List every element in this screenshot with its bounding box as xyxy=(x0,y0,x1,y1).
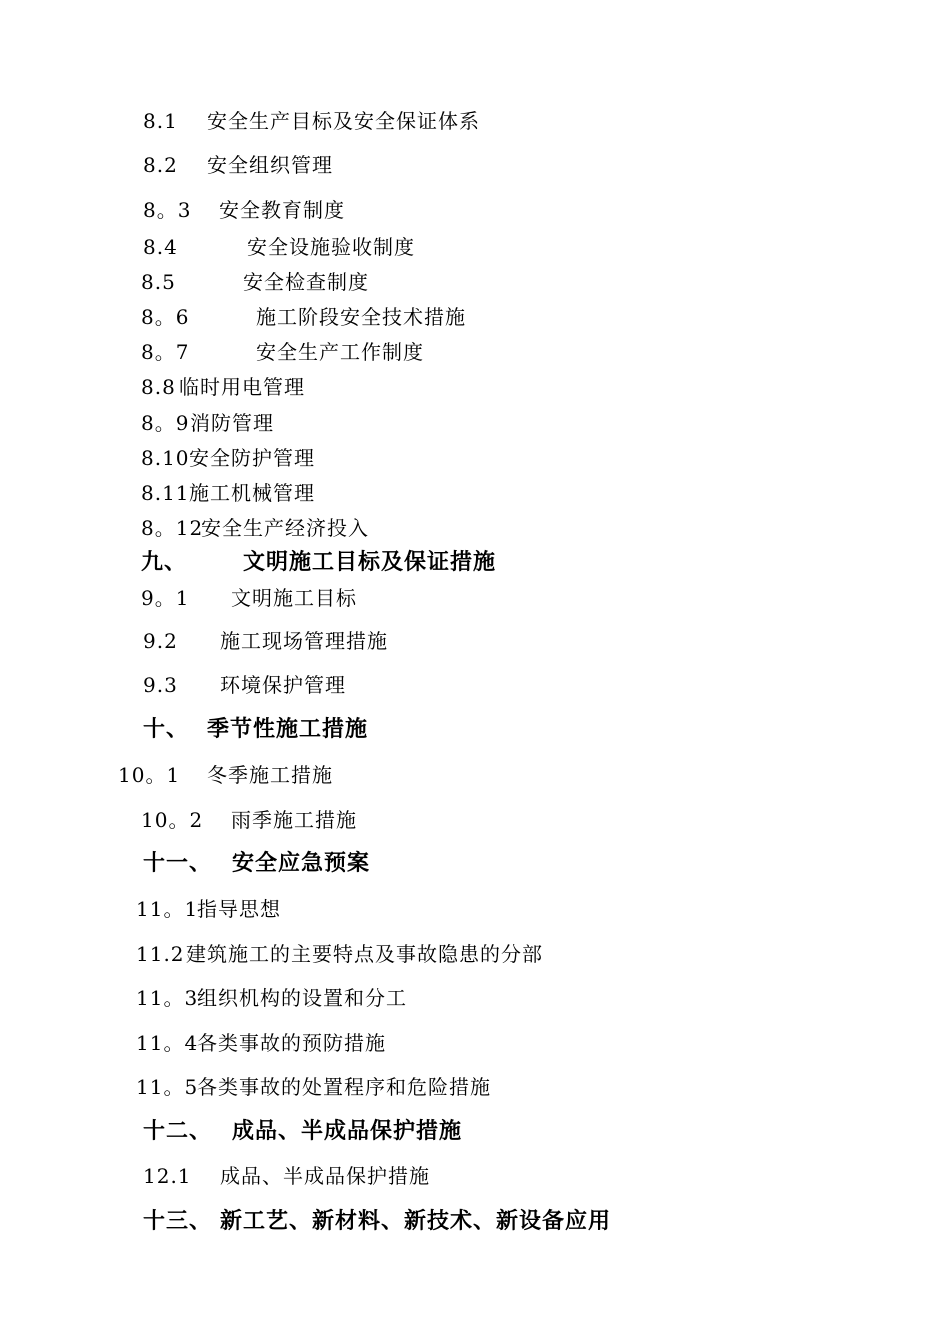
toc-heading-9 xyxy=(141,549,496,575)
toc-title: 临时用电管理 xyxy=(179,375,305,399)
toc-title: 冬季施工措施 xyxy=(207,763,333,787)
toc-number: 11。1 xyxy=(136,897,199,921)
toc-entry-11-4 xyxy=(136,1031,386,1055)
toc-entry-8-5 xyxy=(141,270,369,294)
toc-title: 安全生产目标及安全保证体系 xyxy=(207,109,480,133)
toc-entry-8-10 xyxy=(141,446,315,470)
toc-title: 文明施工目标 xyxy=(231,586,357,610)
toc-number: 10。1 xyxy=(118,763,181,787)
toc-entry-11-5 xyxy=(136,1075,491,1099)
toc-title: 安全检查制度 xyxy=(243,270,369,294)
toc-title: 安全防护管理 xyxy=(189,446,315,470)
toc-number: 8.4 xyxy=(143,235,178,259)
toc-entry-10-2 xyxy=(141,808,357,832)
toc-title: 建筑施工的主要特点及事故隐患的分部 xyxy=(186,942,543,966)
toc-entry-8-4 xyxy=(143,235,415,259)
toc-title: 雨季施工措施 xyxy=(231,808,357,832)
toc-number: 8。3 xyxy=(143,198,192,222)
toc-entry-11-3 xyxy=(136,986,407,1010)
toc-title: 组织机构的设置和分工 xyxy=(197,986,407,1010)
toc-title: 季节性施工措施 xyxy=(207,716,369,742)
toc-title: 成品、半成品保护措施 xyxy=(232,1118,463,1144)
toc-entry-9-1 xyxy=(141,586,357,610)
toc-title: 安全应急预案 xyxy=(232,850,371,876)
toc-number: 8。7 xyxy=(141,340,190,364)
toc-number: 8.1 xyxy=(143,109,178,133)
toc-entry-8-2 xyxy=(143,153,333,177)
toc-heading-11 xyxy=(143,850,370,876)
toc-number: 8.10 xyxy=(141,446,190,470)
toc-entry-11-1 xyxy=(136,897,281,921)
toc-title: 施工现场管理措施 xyxy=(220,629,388,653)
toc-title: 消防管理 xyxy=(190,411,274,435)
toc-number: 11。5 xyxy=(136,1075,199,1099)
toc-heading-10 xyxy=(143,716,368,742)
toc-entry-8-6 xyxy=(141,305,466,329)
toc-number: 10。2 xyxy=(141,808,204,832)
toc-number: 十、 xyxy=(143,716,190,742)
toc-entry-8-3 xyxy=(143,198,345,222)
toc-title: 安全教育制度 xyxy=(219,198,345,222)
toc-entry-8-1 xyxy=(143,109,480,133)
toc-number: 8.8 xyxy=(141,375,176,399)
toc-number: 8.2 xyxy=(143,153,178,177)
toc-number: 8。12 xyxy=(141,516,204,540)
toc-entry-12-1 xyxy=(143,1164,430,1188)
toc-number: 12.1 xyxy=(143,1164,192,1188)
toc-title: 施工阶段安全技术措施 xyxy=(256,305,466,329)
toc-number: 十一、 xyxy=(143,850,213,876)
toc-entry-8-11 xyxy=(141,481,315,505)
toc-title: 环境保护管理 xyxy=(220,673,346,697)
toc-heading-12 xyxy=(143,1118,462,1144)
toc-title: 施工机械管理 xyxy=(189,481,315,505)
toc-title: 各类事故的预防措施 xyxy=(197,1031,386,1055)
toc-number: 11。4 xyxy=(136,1031,199,1055)
toc-number: 11.2 xyxy=(136,942,185,966)
toc-entry-8-12 xyxy=(141,516,369,540)
toc-number: 十三、 xyxy=(143,1208,213,1234)
toc-title: 安全生产工作制度 xyxy=(256,340,424,364)
toc-entry-9-2 xyxy=(143,629,388,653)
toc-number: 8.5 xyxy=(141,270,176,294)
toc-title: 新工艺、新材料、新技术、新设备应用 xyxy=(220,1208,612,1234)
toc-number: 九、 xyxy=(141,549,188,575)
toc-number: 8。9 xyxy=(141,411,190,435)
toc-number: 9.2 xyxy=(143,629,178,653)
toc-entry-8-9 xyxy=(141,411,274,435)
toc-entry-10-1 xyxy=(118,763,333,787)
toc-entry-8-7 xyxy=(141,340,424,364)
toc-number: 9。1 xyxy=(141,586,190,610)
toc-title: 安全设施验收制度 xyxy=(247,235,415,259)
toc-title: 安全组织管理 xyxy=(207,153,333,177)
toc-number: 11。3 xyxy=(136,986,199,1010)
toc-number: 9.3 xyxy=(143,673,178,697)
toc-number: 8.11 xyxy=(141,481,190,505)
toc-title: 指导思想 xyxy=(197,897,281,921)
toc-entry-11-2 xyxy=(136,942,543,966)
toc-number: 十二、 xyxy=(143,1118,213,1144)
toc-heading-13 xyxy=(143,1208,611,1234)
toc-title: 成品、半成品保护措施 xyxy=(220,1164,430,1188)
toc-entry-8-8 xyxy=(141,375,305,399)
toc-entry-9-3 xyxy=(143,673,346,697)
toc-title: 安全生产经济投入 xyxy=(201,516,369,540)
toc-title: 文明施工目标及保证措施 xyxy=(243,549,497,575)
toc-number: 8。6 xyxy=(141,305,190,329)
toc-title: 各类事故的处置程序和危险措施 xyxy=(197,1075,491,1099)
